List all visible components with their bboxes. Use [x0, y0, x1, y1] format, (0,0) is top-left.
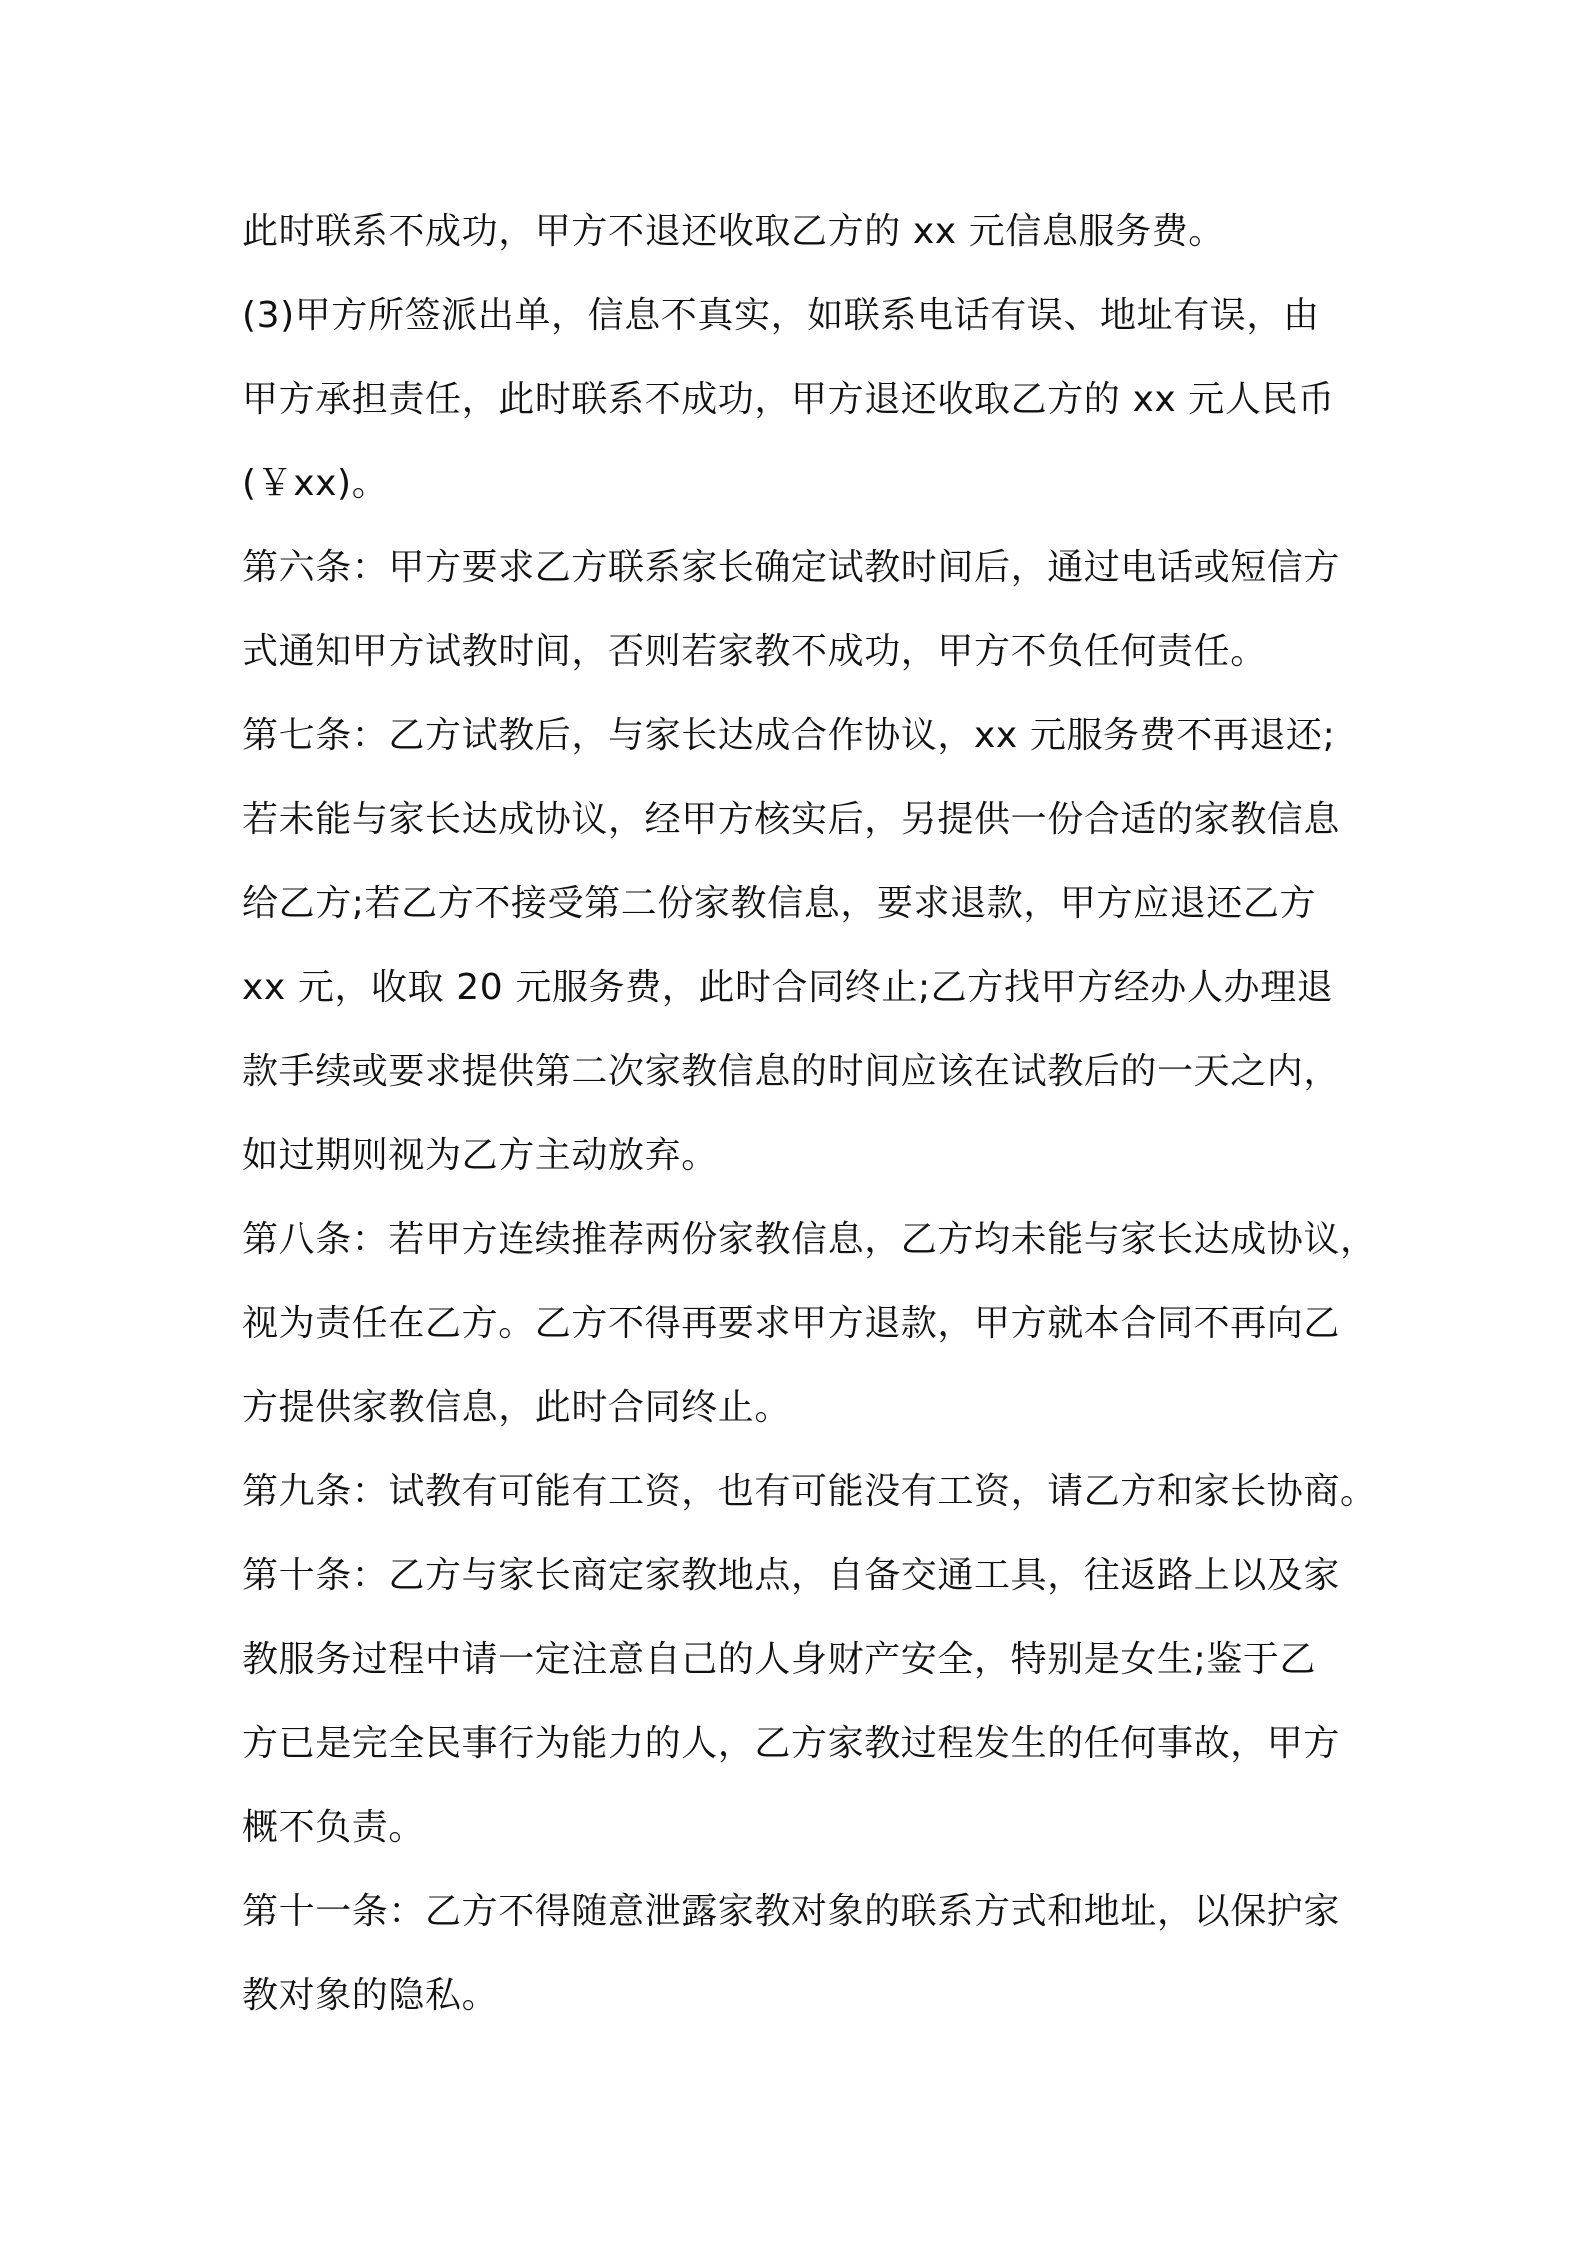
- text-line: 第七条：乙方试教后，与家长达成合作协议，xx 元服务费不再退还;: [242, 715, 1336, 756]
- document-body: [242, 190, 1377, 2038]
- text-line: 式通知甲方试教时间，否则若家教不成功，甲方不负任何责任。: [242, 631, 1267, 672]
- text-line: 教服务过程中请一定注意自己的人身财产安全，特别是女生;鉴于乙: [242, 1639, 1317, 1680]
- text-line: 此时联系不成功，甲方不退还收取乙方的 xx 元信息服务费。: [242, 211, 1225, 252]
- text-line: 甲方承担责任，此时联系不成功，甲方退还收取乙方的 xx 元人民币: [242, 379, 1335, 420]
- text-line: 若未能与家长达成协议，经甲方核实后，另提供一份合适的家教信息: [242, 799, 1341, 840]
- text-line: 如过期则视为乙方主动放弃。: [242, 1135, 718, 1176]
- text-line: 方已是完全民事行为能力的人，乙方家教过程发生的任何事故，甲方: [242, 1723, 1341, 1764]
- text-line: 第八条：若甲方连续推荐两份家教信息，乙方均未能与家长达成协议，: [242, 1219, 1377, 1260]
- text-line: 给乙方;若乙方不接受第二份家教信息，要求退款，甲方应退还乙方: [242, 883, 1317, 924]
- text-line: (￥xx)。: [242, 463, 389, 504]
- text-line: (3)甲方所签派出单，信息不真实，如联系电话有误、地址有误，由: [242, 295, 1320, 336]
- text-line: 概不负责。: [242, 1807, 426, 1848]
- text-line: 第九条：试教有可能有工资，也有可能没有工资，请乙方和家长协商。: [242, 1471, 1377, 1512]
- text-line: 视为责任在乙方。乙方不得再要求甲方退款，甲方就本合同不再向乙: [242, 1303, 1341, 1344]
- text-line: 第十条：乙方与家长商定家教地点，自备交通工具，往返路上以及家: [242, 1555, 1341, 1596]
- text-line: 第六条：甲方要求乙方联系家长确定试教时间后，通过电话或短信方: [242, 547, 1341, 588]
- text-line: 方提供家教信息，此时合同终止。: [242, 1387, 792, 1428]
- text-line: 款手续或要求提供第二次家教信息的时间应该在试教后的一天之内，: [242, 1051, 1341, 1092]
- text-line: 教对象的隐私。: [242, 1975, 499, 2016]
- text-line: xx 元，收取 20 元服务费，此时合同终止;乙方找甲方经办人办理退: [242, 967, 1334, 1008]
- text-line: 第十一条：乙方不得随意泄露家教对象的联系方式和地址，以保护家: [242, 1891, 1341, 1932]
